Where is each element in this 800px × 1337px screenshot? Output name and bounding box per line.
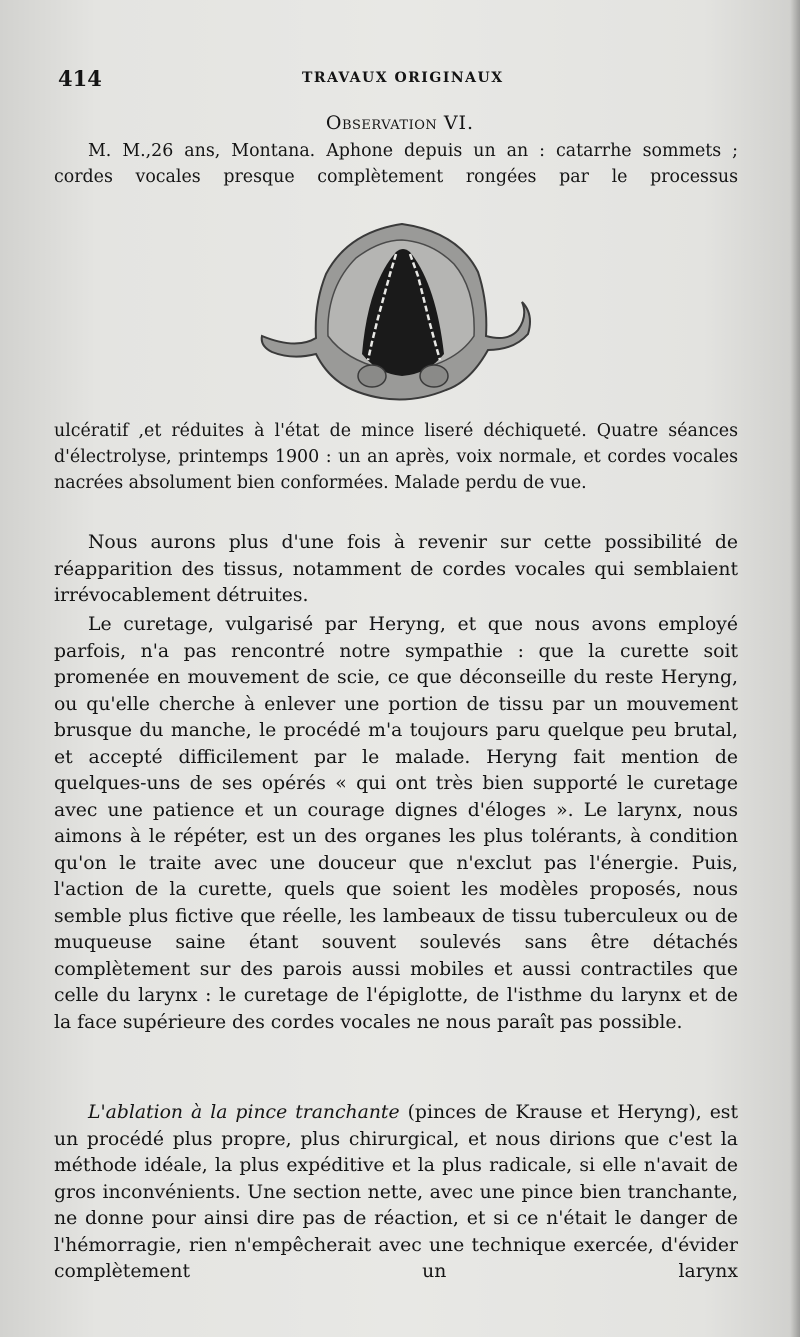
page-edge-shadow (790, 0, 800, 1337)
larynx-figure (256, 214, 546, 419)
paragraph-curetage: Le curetage, vulgarisé par Heryng, et que nous avons employé parfois, n'a pas rencontré notre sympathie : que la curette soit promenée en mouvement de scie, ce que déconseille du reste Heryng, ou qu'elle cherche à enlever une portion de tissu par un mouvement brusque du manche, le procédé m'a toujours paru quelque peu brutal, et accepté difficilement par le malade. Heryng fait mention de quelques-uns de ses opérés « qui ont très bien supporté le curetage avec une patience et un courage dignes d'éloges ». Le larynx, nous aimons à le répéter, est un des organes les plus tolérants, à condition qu'on le traite avec une douceur que n'exclut pas l'énergie. Puis, l'action de la curette, quels que soient les modèles proposés, nous semble plus fictive que réelle, les lambeaux de tissu tuberculeux ou de muqueuse saine étant souvent soulevés sans être détachés complètement sur des parois aussi mobiles et aussi contractiles que celle du larynx : le curetage de l'épiglotte, de l'isthme du larynx et de la face supérieure des cordes vocales ne nous paraît pas possible. (54, 614, 738, 1033)
case-continuation: ulcératif ,et réduites à l'état de mince liseré déchiqueté. Quatre séances d'électrolyse, printemps 1900 : un an après, voix normale, et cordes vocales nacrées absolument bien conformées. Malade perdu de vue. (54, 421, 738, 493)
paragraph-reappearance: Nous aurons plus d'une fois à revenir sur cette possibilité de réapparition des tissus, notamment de cordes vocales qui semblaient irrévocablement détruites. (54, 532, 738, 606)
observation-title (0, 112, 800, 134)
case-intro: M. M.,26 ans, Montana. Aphone depuis un an : catarrhe sommets ; cordes vocales presque complètement rongées par le processus (54, 141, 738, 187)
larynx-illustration (256, 214, 546, 419)
paragraph-ablation (54, 1100, 738, 1286)
observation-title-prefix: Observation (325, 112, 438, 134)
page-number: 414 (58, 66, 102, 91)
running-head (58, 66, 758, 96)
observation-title-number: VI. (443, 112, 475, 134)
ablation-term: L'ablation à la pince tranchante (88, 1102, 400, 1123)
ablation-text: (pinces de Krause et Heryng), est un procédé plus propre, plus chirurgical, et nous dirions que c'est la méthode idéale, la plus expéditive et la plus radicale, si elle n'avait de gros inconvénients. Une section nette, avec une pince bien tranchante, ne donne pour ainsi dire pas de réaction, et si ce n'était le danger de l'hémorragie, rien n'empêcherait avec une technique exercée, d'évider complètement un larynx (54, 1102, 738, 1282)
running-title: TRAVAUX ORIGINAUX (302, 70, 504, 86)
left-arytenoid (358, 365, 386, 387)
right-arytenoid (420, 365, 448, 387)
